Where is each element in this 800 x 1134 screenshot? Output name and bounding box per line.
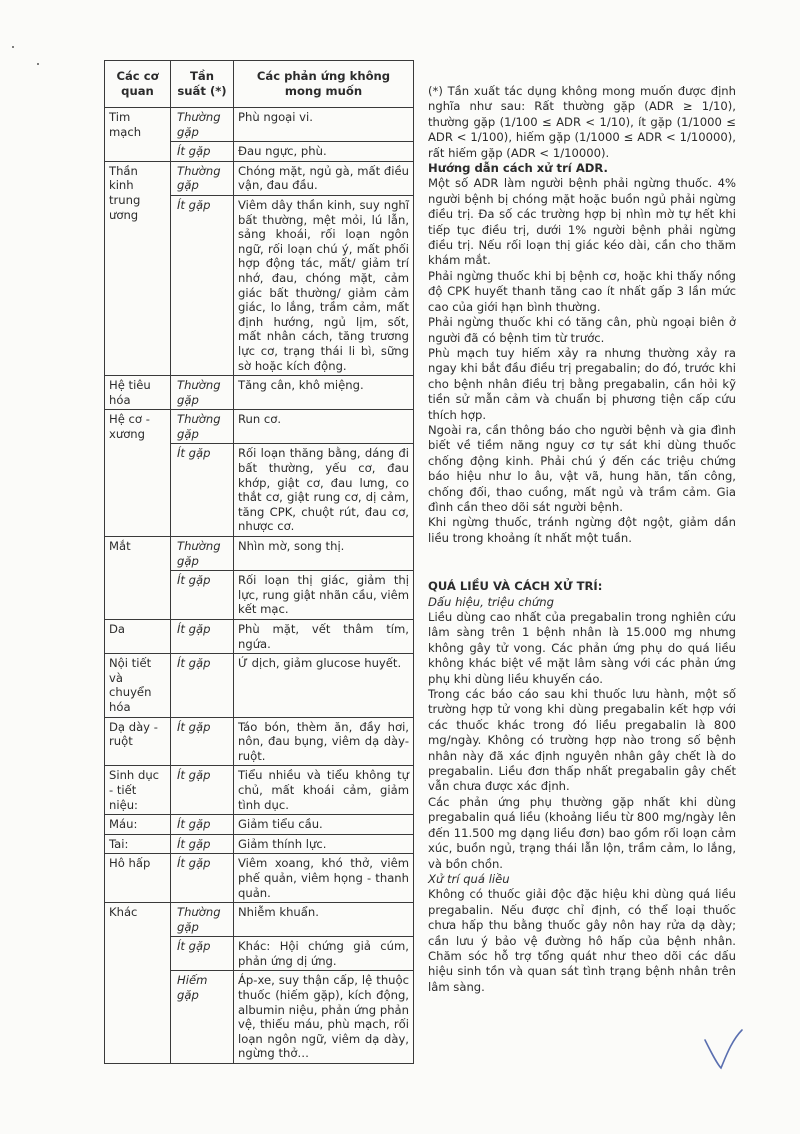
table-header-row [105,61,414,108]
reaction-cell: Chóng mặt, ngủ gà, mất điều vận, đau đầu. [234,161,414,195]
organ-cell: Tim mạch [105,108,171,162]
table-row [105,766,414,815]
reaction-cell: Khác: Hội chứng giả cúm, phản ứng dị ứng. [234,937,414,971]
header-organ: Các cơ quan [105,61,171,108]
table-row [105,108,414,142]
reaction-cell: Giảm tiểu cầu. [234,815,414,835]
organ-cell: Sinh dục - tiết niệu: [105,766,171,815]
frequency-cell: Ít gặp [171,142,234,162]
overdose-heading: QUÁ LIỀU VÀ CÁCH XỬ TRÍ: [428,579,603,594]
frequency-cell: Hiếm gặp [171,971,234,1064]
frequency-cell: Thường gặp [171,903,234,937]
organ-cell: Mắt [105,537,171,620]
frequency-cell: Thường gặp [171,161,234,195]
frequency-cell: Ít gặp [171,815,234,835]
right-column [428,84,736,995]
table-row [105,854,414,903]
paragraph: Phù mạch tuy hiếm xảy ra nhưng thường xảy ra ngay khi bắt đầu điều trị pregabalin; do đó, trước khi cho bệnh nhân điều trị bằng pregabalin, cần hỏi kỹ tiền sử mẫn cảm và chuẩn bị phương tiện cấp cứu thích hợp. [428,345,736,422]
reaction-cell: Viêm dây thần kinh, suy nghĩ bất thường, mệt mỏi, lú lẫn, sảng khoái, rối loạn ngôn ngữ, rối loạn chú ý, mất phối hợp động tác, mất/ giảm trí nhớ, đau, chóng mặt, cảm giác bất thường/ giảm cảm giác, lo lắng, trầm cảm, mất định hướng, ngủ lịm, sốt, mất nhân cách, tăng trương lực cơ, trạng thái li bì, sững sờ hoặc kích động. [234,195,414,375]
reaction-cell: Phù mặt, vết thâm tím, ngứa. [234,620,414,654]
reaction-cell: Táo bón, thèm ăn, đầy hơi, nôn, đau bụng, viêm dạ dày-ruột. [234,717,414,766]
frequency-cell: Ít gặp [171,766,234,815]
table-row [105,815,414,835]
table-row [105,537,414,571]
reaction-cell: Phù ngoại vi. [234,108,414,142]
reaction-cell: Tăng cân, khô miệng. [234,376,414,410]
frequency-note: (*) Tần xuất tác dụng không mong muốn được định nghĩa như sau: Rất thường gặp (ADR ≥ 1/10), thường gặp (1/100 ≤ ADR < 1/10), ít gặp (1/1000 ≤ ADR < 1/100), hiếm gặp (1/1000 ≤ ADR < 1/10000), rất hiếm gặp (ADR < 1/10000). [428,84,736,160]
frequency-cell: Ít gặp [171,854,234,903]
reaction-cell: Rối loạn thăng bằng, dáng đi bất thường, yếu cơ, đau khớp, giật cơ, đau lưng, co thắt cơ, giật rung cơ, dị cảm, tăng CPK, chuột rút, đau cơ, nhược cơ. [234,444,414,537]
reaction-cell: Áp-xe, suy thận cấp, lệ thuộc thuốc (hiếm gặp), kích động, albumin niệu, phản ứng phản vệ, thiếu máu, phù mạch, rối loạn ngôn ngữ, viêm dạ dày, ngừng thở… [234,971,414,1064]
table-row [105,161,414,195]
table-row [105,903,414,937]
reaction-cell: Ứ dịch, giảm glucose huyết. [234,654,414,717]
signs-subheading: Dấu hiệu, triệu chứng [428,594,554,609]
frequency-cell: Ít gặp [171,654,234,717]
adverse-reactions-table [104,60,414,1064]
organ-cell: Hệ tiêu hóa [105,376,171,410]
header-reactions: Các phản ứng không mong muốn [234,61,414,108]
organ-cell: Da [105,620,171,654]
organ-cell: Hô hấp [105,854,171,903]
frequency-cell: Ít gặp [171,834,234,854]
paragraph: Khi ngừng thuốc, tránh ngừng đột ngột, giảm dần liều trong khoảng ít nhất một tuần. [428,515,736,545]
organ-cell: Hệ cơ - xương [105,410,171,537]
table-row [105,410,414,444]
table-row [105,376,414,410]
handwritten-signature-icon [702,1026,746,1072]
frequency-cell: Ít gặp [171,571,234,620]
reaction-cell: Nhìn mờ, song thị. [234,537,414,571]
organ-cell: Thần kinh trung ương [105,161,171,375]
paragraph: Liều dùng cao nhất của pregabalin trong nghiên cứu lâm sàng trên 1 bệnh nhân là 15.000 mg nhưng không gây tử vong. Các phản ứng phụ do quá liều không khác biệt về mặt lâm sàng với các phản ứng phụ khi dùng liều khuyến cáo. [428,610,736,686]
frequency-cell: Thường gặp [171,410,234,444]
paragraph: Không có thuốc giải độc đặc hiệu khi dùng quá liều pregabalin. Nếu được chỉ định, có thể loại thuốc chưa hấp thu bằng thuốc gây nôn hay rửa dạ dày; cần lưu ý bảo vệ đường hô hấp của bệnh nhân. Chăm sóc hỗ trợ tổng quát như theo dõi các dấu hiệu sinh tồn và quan sát tình trạng bệnh nhân trên lâm sàng. [428,887,736,994]
table-row [105,834,414,854]
table-row [105,620,414,654]
paragraph: Các phản ứng phụ thường gặp nhất khi dùng pregabalin quá liều (khoảng liều từ 800 mg/ngày lên đến 11.500 mg dạng liều đơn) bao gồm rối loạn cảm xúc, buồn ngủ, trạng thái lẫn lộn, trầm cảm, lo lắng, và bồn chồn. [428,794,736,871]
table-row [105,654,414,717]
scan-speck [12,46,14,48]
organ-cell: Nội tiết và chuyển hóa [105,654,171,717]
treatment-subheading: Xử trí quá liều [428,871,510,886]
reaction-cell: Run cơ. [234,410,414,444]
adr-guide-heading: Hướng dẫn cách xử trí ADR. [428,161,608,176]
reaction-cell: Tiểu nhiều và tiểu không tự chủ, mất khoái cảm, giảm tình dục. [234,766,414,815]
frequency-cell: Thường gặp [171,376,234,410]
organ-cell: Máu: [105,815,171,835]
frequency-cell: Ít gặp [171,195,234,375]
paragraph: Một số ADR làm người bệnh phải ngừng thuốc. 4% người bệnh bị chóng mặt hoặc buồn ngủ phải ngừng điều trị. Đa số các trường hợp bị nhìn mờ tự hết khi tiếp tục điều trị, dưới 1% người bệnh phải ngừng điều trị. Nếu rối loạn thị giác kéo dài, cần cho thăm khám mắt. [428,176,736,268]
scan-speck [37,63,39,65]
frequency-cell: Ít gặp [171,444,234,537]
reaction-cell: Nhiễm khuẩn. [234,903,414,937]
header-frequency: Tần suất (*) [171,61,234,108]
organ-cell: Khác [105,903,171,1064]
frequency-cell: Thường gặp [171,537,234,571]
frequency-cell: Ít gặp [171,937,234,971]
table-row [105,717,414,766]
paragraph: Trong các báo cáo sau khi thuốc lưu hành, một số trường hợp tử vong khi dùng pregabalin kết hợp với các thuốc khác trong đó liều pregabalin là 800 mg/ngày. Không có trường hợp nào trong số bệnh nhân này đã xác định nguyên nhân gây chết là do pregabalin. Liều đơn thấp nhất pregabalin gây chết vẫn chưa được xác định. [428,687,736,794]
reaction-cell: Viêm xoang, khó thở, viêm phế quản, viêm họng - thanh quản. [234,854,414,903]
reaction-cell: Rối loạn thị giác, giảm thị lực, rung giật nhãn cầu, viêm kết mạc. [234,571,414,620]
frequency-cell: Thường gặp [171,108,234,142]
organ-cell: Tai: [105,834,171,854]
frequency-cell: Ít gặp [171,717,234,766]
organ-cell: Dạ dày - ruột [105,717,171,766]
reaction-cell: Đau ngực, phù. [234,142,414,162]
paragraph: Ngoài ra, cần thông báo cho người bệnh và gia đình biết về tiềm năng nguy cơ tự sát khi dùng thuốc chống động kinh. Phải chú ý đến các triệu chứng báo hiệu như lo âu, vật vã, hung hăn, tấn công, chống đối, thao cuồng, mất ngủ và trầm cảm. Gia đình cần theo dõi sát người bệnh. [428,422,736,514]
paragraph: Phải ngừng thuốc khi bị bệnh cơ, hoặc khi thấy nồng độ CPK huyết thanh tăng cao ít nhất gấp 3 lần mức cao của giới hạn bình thường. [428,268,736,314]
paragraph: Phải ngừng thuốc khi có tăng cân, phù ngoại biên ở người đã có bệnh tim từ trước. [428,315,736,345]
frequency-cell: Ít gặp [171,620,234,654]
reaction-cell: Giảm thính lực. [234,834,414,854]
